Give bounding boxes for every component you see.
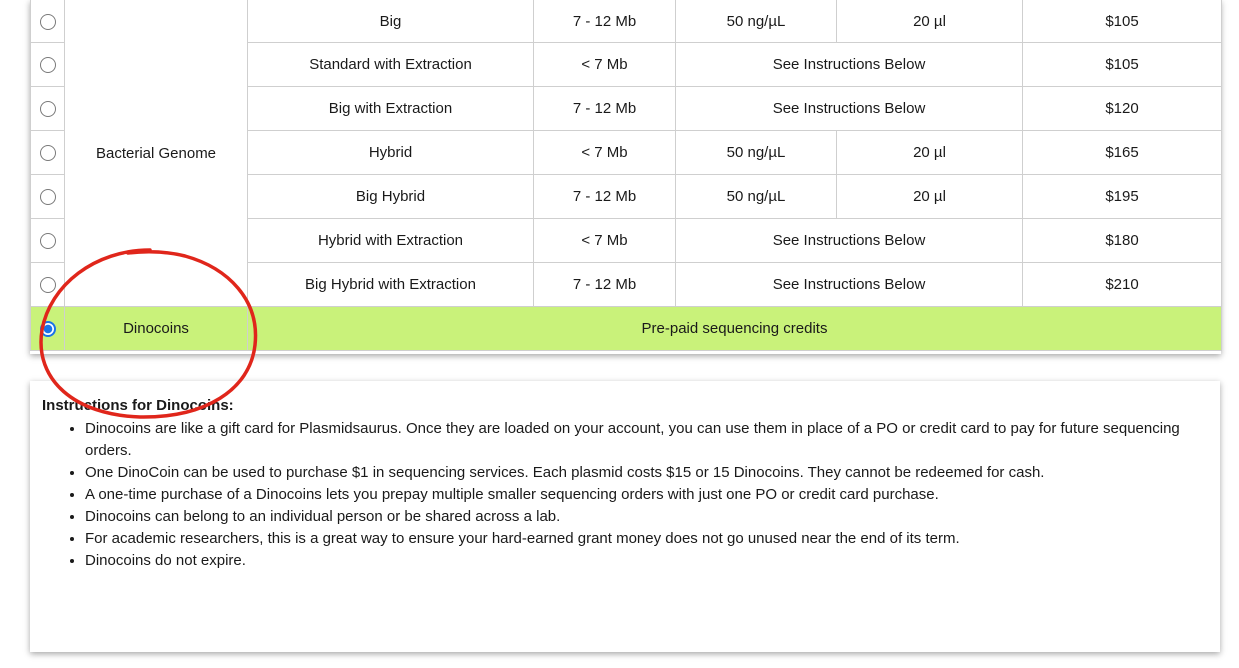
- service-name: Big Hybrid with Extraction: [248, 263, 534, 307]
- radio-hybrid[interactable]: [40, 145, 56, 161]
- service-name: Big Hybrid: [248, 175, 534, 219]
- see-instructions: See Instructions Below: [676, 219, 1023, 263]
- service-name: Big: [248, 0, 534, 43]
- see-instructions: See Instructions Below: [676, 263, 1023, 307]
- category-bacterial-genome: Bacterial Genome: [65, 0, 248, 307]
- genome-size: 7 - 12 Mb: [534, 263, 676, 307]
- genome-size: 7 - 12 Mb: [534, 175, 676, 219]
- volume: 20 µl: [837, 131, 1023, 175]
- genome-size: < 7 Mb: [534, 131, 676, 175]
- list-item: • Dinocoins can belong to an individual person or be shared across a lab.: [85, 506, 1206, 528]
- concentration: 50 ng/µL: [676, 131, 837, 175]
- service-table: [30, 0, 1222, 351]
- dinocoins-label: Dinocoins: [65, 307, 248, 351]
- concentration: 50 ng/µL: [676, 0, 837, 43]
- list-item: • For academic researchers, this is a great way to ensure your hard-earned grant money does not go unused near the end of its term.: [85, 528, 1206, 550]
- concentration: 50 ng/µL: [676, 175, 837, 219]
- price: $195: [1023, 175, 1222, 219]
- service-name: Hybrid: [248, 131, 534, 175]
- volume: 20 µl: [837, 175, 1023, 219]
- genome-size: < 7 Mb: [534, 219, 676, 263]
- price: $120: [1023, 87, 1222, 131]
- price: $105: [1023, 43, 1222, 87]
- table-row[interactable]: [31, 0, 1222, 43]
- see-instructions: See Instructions Below: [676, 43, 1023, 87]
- list-item: • One DinoCoin can be used to purchase $1 in sequencing services. Each plasmid costs $15 or 15 Dinocoins. They cannot be redeemed for cash.: [85, 462, 1206, 484]
- price: $210: [1023, 263, 1222, 307]
- radio-dinocoins[interactable]: [40, 321, 56, 337]
- list-item: • Dinocoins do not expire.: [85, 550, 1206, 572]
- price: $165: [1023, 131, 1222, 175]
- list-item: • Dinocoins are like a gift card for Plasmidsaurus. Once they are loaded on your account, you can use them in place of a PO or credit card to pay for future sequencing orders.: [85, 418, 1206, 462]
- table-row-dinocoins[interactable]: [31, 307, 1222, 351]
- radio-big-hybrid[interactable]: [40, 189, 56, 205]
- genome-size: 7 - 12 Mb: [534, 0, 676, 43]
- service-name: Big with Extraction: [248, 87, 534, 131]
- radio-big-hybrid-with-extraction[interactable]: [40, 277, 56, 293]
- radio-hybrid-with-extraction[interactable]: [40, 233, 56, 249]
- genome-size: < 7 Mb: [534, 43, 676, 87]
- instructions-title: Instructions for Dinocoins:: [42, 397, 234, 414]
- price: $105: [1023, 0, 1222, 43]
- radio-big[interactable]: [40, 14, 56, 30]
- service-name: Standard with Extraction: [248, 43, 534, 87]
- service-name: Hybrid with Extraction: [248, 219, 534, 263]
- genome-size: 7 - 12 Mb: [534, 87, 676, 131]
- see-instructions: See Instructions Below: [676, 87, 1023, 131]
- volume: 20 µl: [837, 0, 1023, 43]
- price: $180: [1023, 219, 1222, 263]
- dinocoins-instructions-panel: [30, 381, 1220, 652]
- dinocoins-description: Pre-paid sequencing credits: [248, 307, 1222, 351]
- list-item: • A one-time purchase of a Dinocoins lets you prepay multiple smaller sequencing orders with just one PO or credit card purchase.: [85, 484, 1206, 506]
- service-table-container: [30, 0, 1221, 354]
- instructions-list: [42, 418, 1206, 572]
- radio-standard-with-extraction[interactable]: [40, 57, 56, 73]
- radio-big-with-extraction[interactable]: [40, 101, 56, 117]
